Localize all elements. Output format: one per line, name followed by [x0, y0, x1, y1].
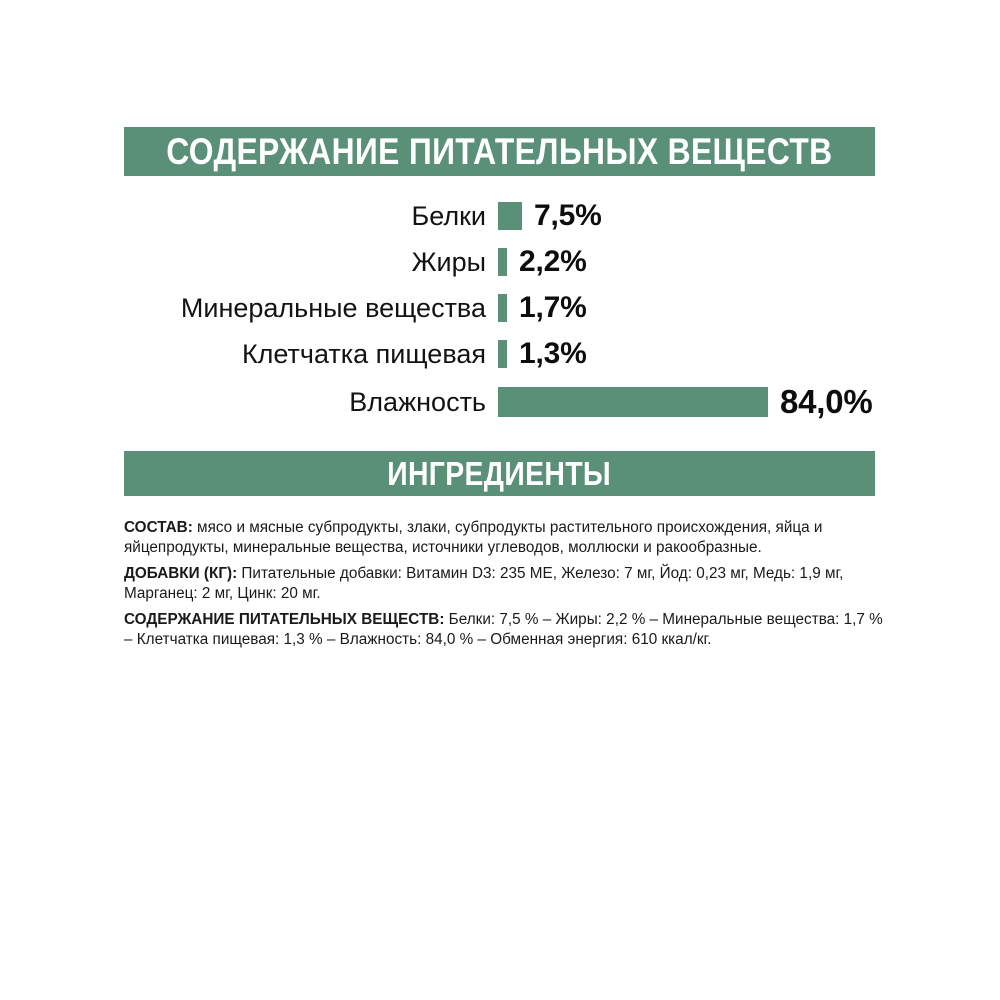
nutrient-value-moisture: 84,0% [780, 383, 873, 420]
nutrient-label-protein: Белки [411, 201, 486, 231]
nutrient-label-fibre: Клетчатка пищевая [241, 339, 486, 369]
nutrient-label-fat: Жиры [411, 247, 486, 277]
nutrient-value-protein: 7,5% [534, 199, 602, 232]
nutrient-bar-minerals [498, 294, 507, 322]
nutrition-section-header [124, 127, 875, 176]
ingredients-section-title: ИНГРЕДИЕНТЫ [387, 455, 612, 492]
chart-row [0, 377, 1000, 427]
analysis-label: СОДЕРЖАНИЕ ПИТАТЕЛЬНЫХ ВЕЩЕСТВ: [124, 611, 445, 628]
ingredients-body-copy [124, 518, 884, 650]
analysis-paragraph [124, 610, 884, 650]
chart-row [0, 239, 1000, 285]
ingredients-section-header [124, 451, 875, 496]
composition-paragraph [124, 518, 884, 558]
nutrient-bar-group-protein [498, 193, 602, 239]
composition-label: СОСТАВ: [124, 519, 193, 536]
nutrient-bar-fat [498, 248, 507, 276]
nutrient-label-minerals: Минеральные вещества [180, 293, 486, 323]
nutrient-value-fat: 2,2% [519, 245, 587, 278]
nutrient-label-moisture: Влажность [349, 387, 486, 417]
chart-row [0, 193, 1000, 239]
analysis-text: Белки: 7,5 % – Жиры: 2,2 % – Минеральные вещества: 1,7 % – Клетчатка пищевая: 1,3 % – Влажность: 84,0 % – Обменная энергия: 610 ккал/кг. [124, 611, 883, 648]
nutrient-bar-chart [0, 193, 1000, 427]
nutrient-value-minerals: 1,7% [519, 291, 587, 324]
nutrition-section-title: СОДЕРЖАНИЕ ПИТАТЕЛЬНЫХ ВЕЩЕСТВ [166, 131, 833, 172]
nutrient-bar-moisture [498, 387, 768, 417]
additives-paragraph [124, 564, 884, 604]
nutrient-bar-group-minerals [498, 285, 587, 331]
nutrient-bar-group-fibre [498, 331, 587, 377]
chart-row [0, 285, 1000, 331]
additives-label: ДОБАВКИ (КГ): [124, 565, 238, 582]
nutrient-bar-protein [498, 202, 522, 230]
nutrient-bar-group-moisture [498, 377, 873, 427]
nutrient-bar-group-fat [498, 239, 587, 285]
nutrient-value-fibre: 1,3% [519, 337, 587, 370]
composition-text: мясо и мясные субпродукты, злаки, субпродукты растительного происхождения, яйца и яйцепродукты, минеральные вещества, источники углеводов, моллюски и ракообразные. [124, 519, 823, 556]
additives-text: Питательные добавки: Витамин D3: 235 МЕ, Железо: 7 мг, Йод: 0,23 мг, Медь: 1,9 мг, Марганец: 2 мг, Цинк: 20 мг. [124, 565, 844, 602]
nutrient-bar-fibre [498, 340, 507, 368]
chart-row [0, 331, 1000, 377]
